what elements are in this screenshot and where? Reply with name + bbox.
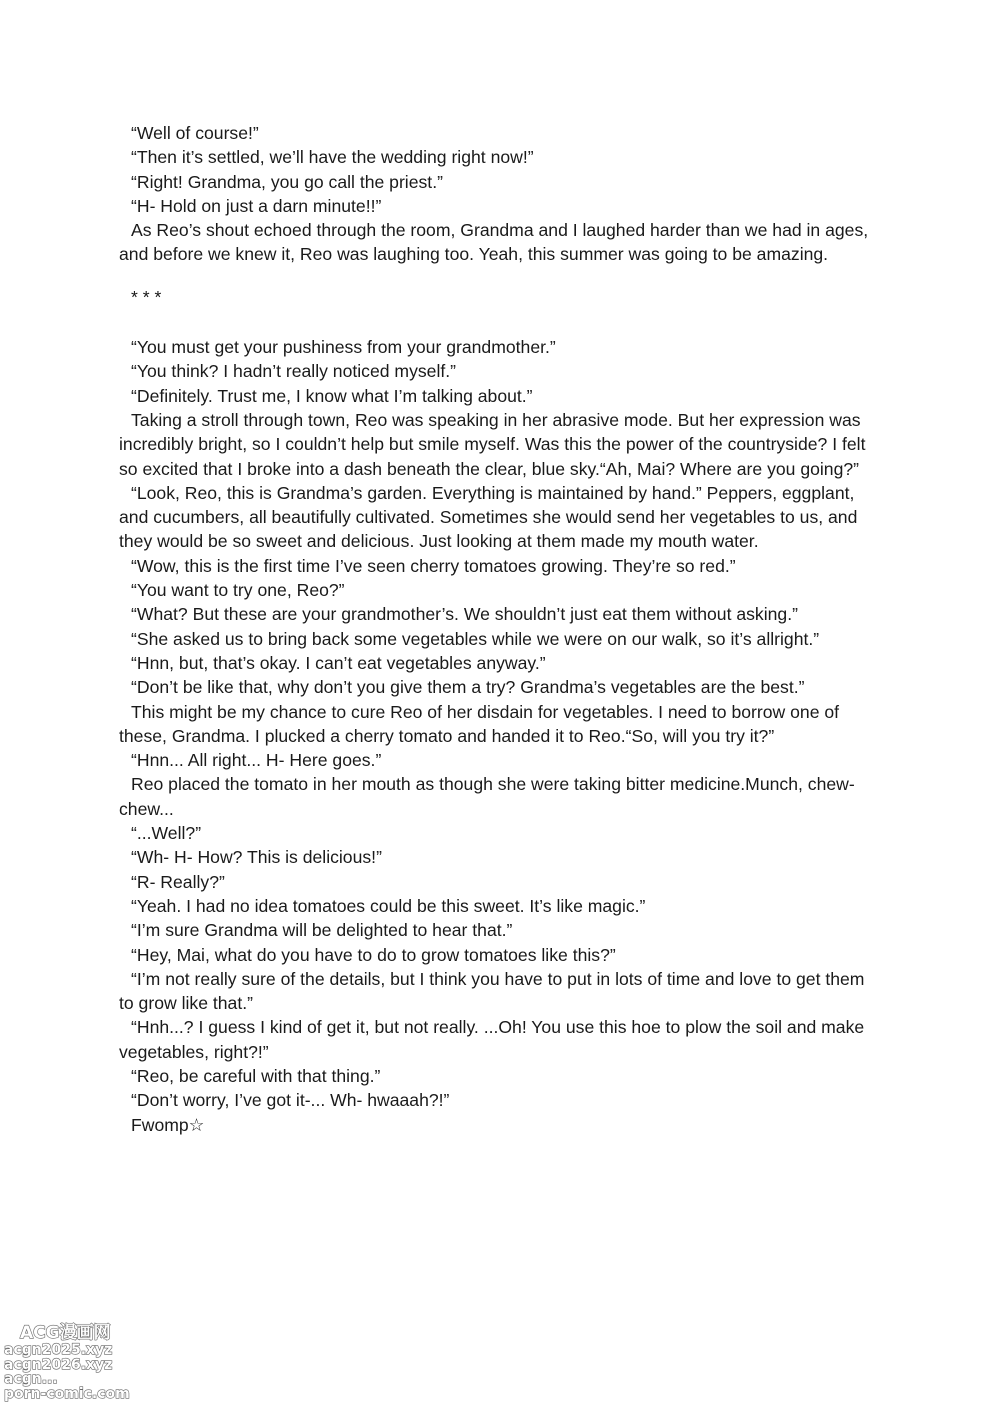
paragraph: “Look, Reo, this is Grandma’s garden. Everything is maintained by hand.” Peppers, eggplant, and cucumbers, all beautifully cultivated. Sometimes she would send her vegetables to us, and they would be so sweet and delicious. Just looking at them made my mouth water. — [119, 482, 858, 552]
paragraph: “Reo, be careful with that thing.” — [131, 1065, 381, 1086]
paragraph: “Don’t worry, I’ve got it-... Wh- hwaaah?!” — [131, 1090, 450, 1111]
paragraph: “Right! Grandma, you go call the priest.” — [131, 171, 443, 192]
paragraph: As Reo’s shout echoed through the room, Grandma and I laughed harder than we had in ages, and before we knew it, Reo was laughing too. Yeah, this summer was going to be amazing. — [119, 220, 869, 265]
watermark-brand: ACG漫画网 — [20, 1323, 111, 1343]
site-watermark — [4, 1323, 130, 1401]
paragraph: “You must get your pushiness from your grandmother.” — [131, 337, 556, 358]
paragraph: “Definitely. Trust me, I know what I’m talking about.” — [131, 385, 533, 406]
paragraph: “Hey, Mai, what do you have to do to grow tomatoes like this?” — [131, 944, 616, 965]
paragraph: “Yeah. I had no idea tomatoes could be this sweet. It’s like magic.” — [131, 895, 646, 916]
watermark-url: porn-comic.com — [4, 1385, 130, 1402]
paragraph: “Hnn, but, that’s okay. I can’t eat vegetables anyway.” — [131, 652, 546, 673]
paragraph: This might be my chance to cure Reo of her disdain for vegetables. I need to borrow one of these, Grandma. I plucked a cherry tomato and handed it to Reo.“So, will you try it?” — [119, 701, 840, 746]
paragraph: “R- Really?” — [131, 871, 225, 892]
scene-divider: * * * — [131, 286, 162, 307]
paragraph: Fwomp☆ — [131, 1114, 205, 1135]
paragraph: “Wh- H- How? This is delicious!” — [131, 847, 382, 868]
paragraph: “Don’t be like that, why don’t you give them a try? Grandma’s vegetables are the best.” — [131, 677, 805, 698]
paragraph: “You think? I hadn’t really noticed myself.” — [131, 361, 457, 382]
watermark-url: acgn2026.xyz — [4, 1356, 113, 1373]
paragraph: “What? But these are your grandmother’s. We shouldn’t just eat them without asking.” — [131, 604, 798, 625]
paragraph: “Well of course!” — [131, 123, 259, 143]
paragraph: “Then it’s settled, we’ll have the wedding right now!” — [131, 147, 534, 168]
paragraph: “Wow, this is the first time I’ve seen cherry tomatoes growing. They’re so red.” — [131, 555, 736, 576]
paragraph: “I’m sure Grandma will be delighted to hear that.” — [131, 920, 513, 941]
paragraph: “Hnh...? I guess I kind of get it, but not really. ...Oh! You use this hoe to plow the soil and make vegetables, right?!” — [119, 1017, 865, 1062]
story-text — [119, 121, 884, 1137]
paragraph: “You want to try one, Reo?” — [131, 580, 345, 601]
paragraph: “...Well?” — [131, 823, 202, 844]
paragraph: Taking a stroll through town, Reo was speaking in her abrasive mode. But her expression was incredibly bright, so I couldn’t help but smile myself. Was this the power of the countryside? I felt so excited that I broke into a dash beneath the clear, blue sky.“Ah, Mai? Where are you going?” — [119, 409, 866, 479]
watermark-url: acgn... — [4, 1371, 58, 1387]
watermark-url: acgn2025.xyz — [4, 1342, 113, 1358]
paragraph: “H- Hold on just a darn minute!!” — [131, 195, 382, 216]
paragraph: “She asked us to bring back some vegetables while we were on our walk, so it’s allright.” — [131, 628, 820, 649]
paragraph: Reo placed the tomato in her mouth as though she were taking bitter medicine.Munch, chew-chew... — [119, 774, 855, 819]
paragraph: “Hnn... All right... H- Here goes.” — [131, 750, 382, 771]
paragraph: “I’m not really sure of the details, but I think you have to put in lots of time and love to get them to grow like that.” — [119, 968, 865, 1014]
